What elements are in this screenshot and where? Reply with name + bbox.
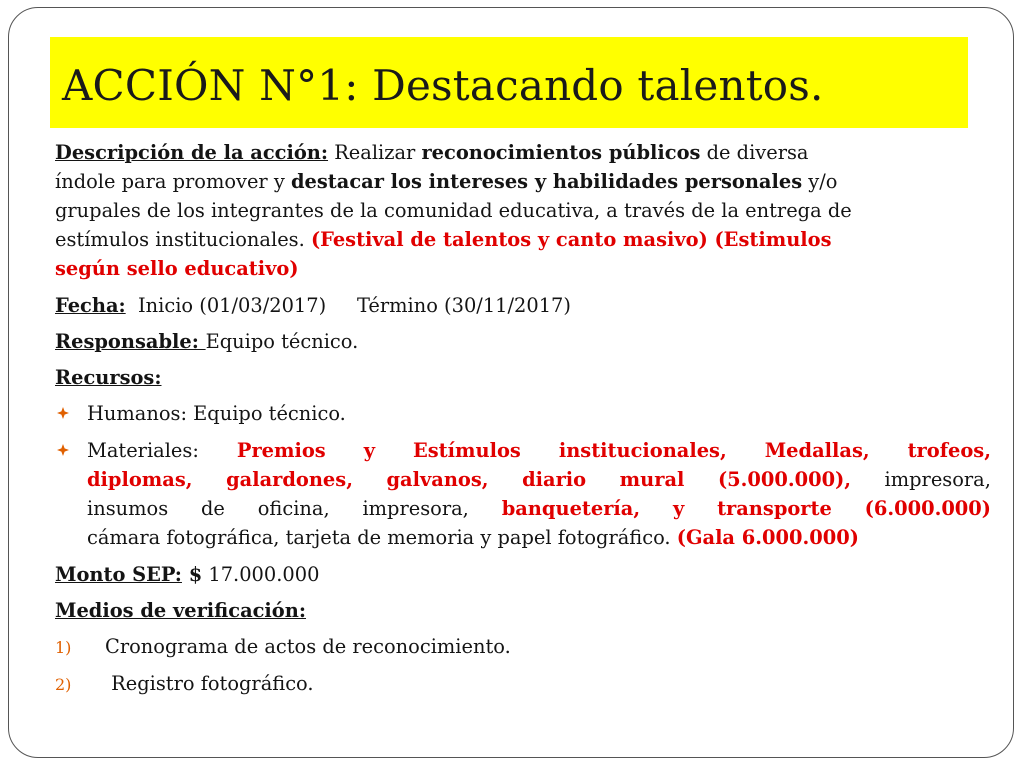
materiales-gala: (Gala 6.000.000) (676, 526, 859, 549)
materiales-word: y (672, 497, 685, 520)
verificacion-item-2 (55, 669, 991, 698)
materiales-word: Medallas, (764, 439, 870, 462)
slide-title: ACCIÓN N°1: Destacando talentos. (62, 61, 824, 110)
descripcion-text: de diversa (700, 141, 809, 164)
descripcion-text: estímulos institucionales. (55, 228, 311, 251)
descripcion-text: y/o (802, 170, 838, 193)
descripcion-bold-1: reconocimientos públicos (421, 141, 701, 164)
materiales-line-2 (87, 465, 991, 494)
fecha-label: Fecha: (55, 294, 126, 317)
descripcion-label: Descripción de la acción: (55, 141, 329, 164)
materiales-text: cámara fotográfica, tarjeta de memoria y papel fotográfico. (87, 526, 677, 549)
list-marker: 2) (55, 675, 72, 694)
fecha-value: Inicio (01/03/2017) Término (30/11/2017) (125, 294, 571, 317)
materiales-word: banquetería, (501, 497, 641, 520)
verificacion-label: Medios de verificación: (55, 599, 306, 622)
responsable-value: Equipo técnico. (205, 330, 359, 353)
materiales-word: diplomas, (87, 468, 193, 491)
descripcion-bold-2: destacar los intereses y habilidades personales (290, 170, 803, 193)
fecha-row (55, 291, 991, 320)
materiales-line-1 (87, 436, 991, 465)
materiales-word: (5.000.000), (717, 468, 851, 491)
descripcion-line-2 (55, 167, 991, 196)
descripcion-text: índole para promover y (55, 170, 291, 193)
descripcion-line-1 (55, 138, 991, 167)
descripcion-paragraph (55, 138, 991, 283)
verificacion-text: Registro fotográfico. (105, 672, 314, 695)
materiales-line-4 (87, 523, 991, 552)
monto-value: 17.000.000 (202, 563, 320, 586)
materiales-word: de (201, 497, 225, 520)
bullet-materiales (55, 436, 991, 552)
humanos-text: Humanos: Equipo técnico. (87, 402, 346, 425)
materiales-word: impresora, (884, 468, 991, 491)
materiales-word: Estímulos (412, 439, 521, 462)
materiales-prefix: Materiales: (87, 439, 199, 462)
materiales-word: galardones, (226, 468, 353, 491)
slide-content (55, 138, 991, 706)
materiales-word: insumos (87, 497, 169, 520)
materiales-word: transporte (717, 497, 832, 520)
materiales-word: trofeos, (907, 439, 991, 462)
materiales-word: y (363, 439, 375, 462)
bullet-humanos (55, 399, 991, 428)
list-marker: 1) (55, 638, 72, 657)
descripcion-line-3: grupales de los integrantes de la comunidad educativa, a través de la entrega de (55, 199, 852, 222)
materiales-word: diario (522, 468, 587, 491)
materiales-word: institucionales, (558, 439, 727, 462)
diamond-bullet-icon (57, 444, 69, 456)
verificacion-row (55, 596, 991, 625)
materiales-word: oficina, (257, 497, 330, 520)
materiales-word: mural (619, 468, 685, 491)
monto-row (55, 560, 991, 589)
diamond-bullet-icon (57, 407, 69, 419)
recursos-row (55, 363, 991, 392)
materiales-word: impresora, (362, 497, 469, 520)
verificacion-text: Cronograma de actos de reconocimiento. (105, 635, 511, 658)
monto-dollar: $ (181, 563, 203, 586)
responsable-label: Responsable: (55, 330, 206, 353)
monto-label: Monto SEP: (55, 563, 182, 586)
descripcion-red-2: según sello educativo) (55, 257, 299, 280)
descripcion-red-1: (Festival de talentos y canto masivo) (Estimulos (310, 228, 832, 251)
recursos-label: Recursos: (55, 366, 162, 389)
materiales-word: galvanos, (386, 468, 489, 491)
materiales-word: Premios (236, 439, 326, 462)
materiales-word: (6.000.000) (864, 497, 991, 520)
materiales-line-3 (87, 494, 991, 523)
descripcion-text: Realizar (328, 141, 422, 164)
verificacion-item-1 (55, 632, 991, 661)
responsable-row (55, 327, 991, 356)
descripcion-line-4 (55, 225, 991, 254)
